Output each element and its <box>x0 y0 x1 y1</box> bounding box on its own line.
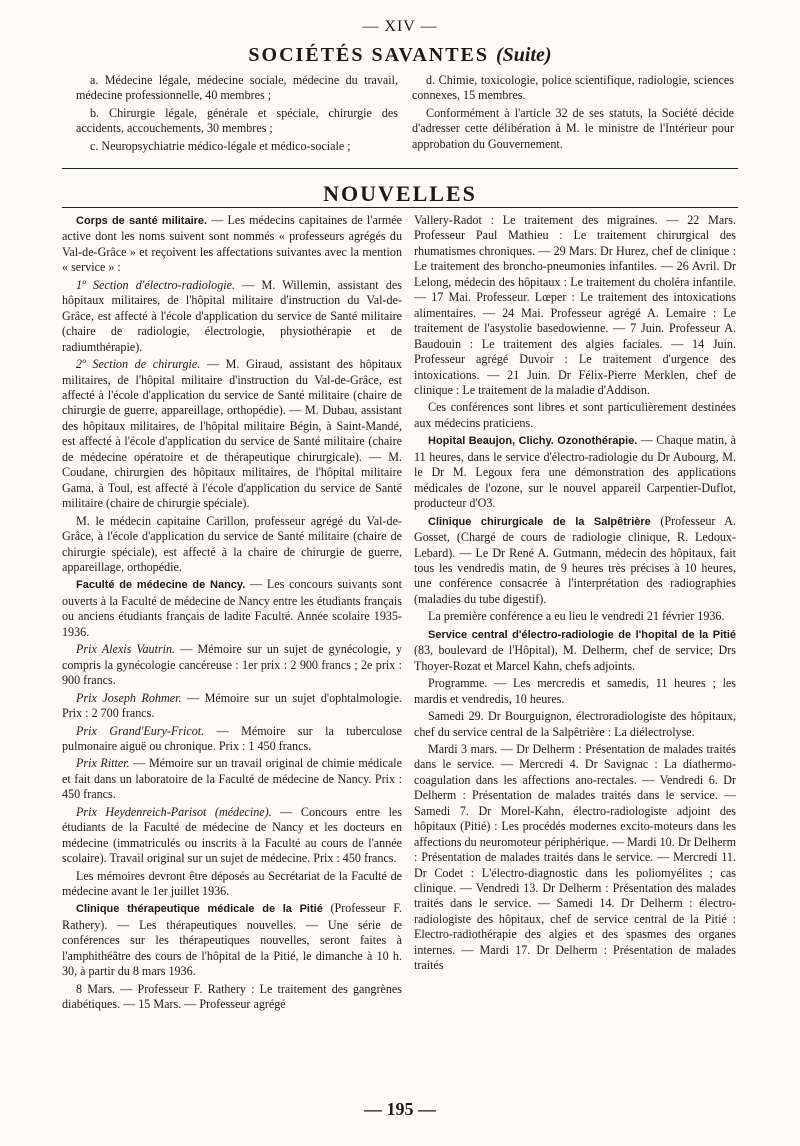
schedule-paragraph: Mardi 3 mars. — Dr Delherm : Présentation de malades traités dans le service. — Mercredi 4. Dr Savignac : La diathermo-coagulation dans les affections ano-rectales. — Vendredi 6. Dr Delherm : Présentation de malades traités dans le service. — Samedi 7. Dr Morel-Kahn, électro-radiologiste adjoint des hôpitaux (Pitié) : Les procédés modernes excito-moteurs dans les affections du neuromoteur périphérique. — Mardi 10. Dr Delherm : Présentation de malades traités dans le service. — Mercredi 11. Dr Codet : L'électro-diagnostic dans les poliomyélites ; cas clinique. — Vendredi 13. Dr Delherm : Présentation des malades traités dans le service. — Samedi 14. Dr Delherm : électro-radiologiste des hôpitaux, chef de service central de la Pitié : Electro-radiothérapie des algies et des spasmes des organes internes. — Mardi 17. Dr Delherm : Présentation de malades traités <box>414 741 736 973</box>
article-text: (Professeur A. Gosset, (Chargé de cours de radiologie clinique, R. Ledoux-Lebard). — Le Dr René A. Gutmann, médecin des hôpitaux, fait tous les vendredis matin, de 9 heures très précises à 10 heures, une conférence consacrée à l'interprétation des radiographies (maladies du tube digestif). <box>414 513 736 606</box>
paragraph-lead: 1º Section d'électro-radiologie. <box>76 277 235 292</box>
prize-item <box>62 642 402 688</box>
nouvelles-divider <box>62 207 738 208</box>
societes-right-column <box>412 73 734 154</box>
paragraph-lead: 2º Section de chirurgie. <box>76 357 201 372</box>
paragraph: Vallery-Radot : Le traitement des migraines. — 22 Mars. Professeur Paul Mathieu : Le traitement chirurgical des rhumatismes chroniques. — 29 Mars. Dr Hurez, chef de clinique : Le traitement des broncho-pneumonies infantiles. — 26 Avril. Dr Lelong, médecin des hôpitaux : Le traitement du choléra infantile. — 17 Mai. Professeur. Lœper : Le traitement des intoxications alimentaires. — 24 Mai. Professeur agrégé A. Lemaire : Le traitement de l'asystolie basedowienne. — 7 Juin. Professeur A. Baudouin : Le traitement des algies faciales. — 14 Juin. Professeur agrégé Duvoir : Le traitement d'urgence des intoxications. — 21 Juin. Dr Félix-Pierre Merklen, chef de clinique : Le traitement de la maladie d'Addison. <box>414 213 736 397</box>
prize-item <box>62 805 402 867</box>
prize-name: Prix Ritter. <box>76 756 130 771</box>
page-number: — 195 — <box>364 1099 436 1119</box>
prize-text: — Concours entre les étudiants de la Faculté de médecine de Nancy et les docteurs en médecine (immatriculés ou inscrits à la Faculté au cours de l'année scolaire). Travail original sur un sujet de médecine. Prix : 450 francs. <box>62 804 403 866</box>
paragraph: M. le médecin capitaine Carillon, professeur agrégé du Val-de-Grâce, à l'école d'application du service de Santé militaire (chaire de chirurgie spéciale), est affecté à la chaire de chirurgie de guerre, appareillage, orthopédie. <box>62 513 402 574</box>
societes-item-c: c. Neuropsychiatrie médico-légale et médico-sociale ; <box>90 138 351 153</box>
societes-item-a: a. Médecine légale, médecine sociale, médecine du travail, médecine professionnelle, 40 membres ; <box>76 73 398 103</box>
article-heading: Faculté de médecine de Nancy. <box>76 579 246 592</box>
paragraph: Les mémoires devront être déposés au Secrétariat de la Faculté de médecine avant le 1er juillet 1936. <box>62 868 402 899</box>
section-title-text: SOCIÉTÉS SAVANTES <box>248 44 490 66</box>
section-title-suffix: (Suite) <box>496 44 552 66</box>
prize-name: Prix Joseph Rohmer. <box>76 690 182 705</box>
article-text: — Les médecins capitaines de l'armée active dont les noms suivent sont nommés « professeurs agrégés du Val-de-Grâce » et reçoivent les affectations suivantes avec la mention « service » : <box>62 213 402 275</box>
schedule-paragraph: Samedi 29. Dr Bourguignon, électroradiologiste des hôpitaux, chef du service central de la Salpêtrière : La diélectrolyse. <box>414 709 736 739</box>
prize-text: — Mémoire sur un travail original de chimie médicale et fait dans un laboratoire de la Faculté de médecine de Nancy. Prix : 450 francs. <box>62 756 402 802</box>
prize-item <box>62 724 402 755</box>
article-beaujon <box>414 433 736 511</box>
prize-item <box>62 691 402 722</box>
nouvelles-right-column <box>414 213 736 976</box>
paragraph: 8 Mars. — Professeur F. Rathery : Le traitement des gangrènes diabétiques. — 15 Mars. — Professeur agrégé <box>62 981 402 1012</box>
nouvelles-title: NOUVELLES <box>323 181 477 206</box>
prize-name: Prix Heydenreich-Parisot (médecine). <box>76 804 272 819</box>
article-faculte-nancy <box>62 577 402 640</box>
prize-text: — Mémoire sur un sujet de gynécologie, y compris la gynécologie cancéreuse : 1er prix : 2 900 francs ; 2e prix : 900 francs. <box>62 642 402 688</box>
roman-page-number: — XIV — <box>362 18 438 35</box>
paragraph: Ces conférences sont libres et sont particulièrement destinées aux médecins praticiens. <box>414 400 736 430</box>
prize-name: Prix Grand'Eury-Fricot. <box>76 723 205 738</box>
section-divider <box>62 168 738 169</box>
article-clinique-pitie <box>62 901 402 979</box>
prize-text: — Mémoire sur un sujet d'ophtalmologie. Prix : 2 700 francs. <box>62 690 402 721</box>
article-heading: Clinique chirurgicale de la Salpêtrière <box>428 515 651 528</box>
paragraph-text: — M. Giraud, assistant des hôpitaux militaires, de l'hôpital militaire d'instruction du Val-de-Grâce, est affecté à l'école d'application du service de Santé militaire (chaire de chirurgie de guerre, appareillage, orthopédie). — M. Dubau, assistant des hôpitaux militaires, de l'hôpital militaire Bégin, à Saint-Mandé, est affecté à l'école d'application du service de Santé militaire (chaire de médecine opératoire et de thérapeutique chirurgicale). — M. Coudane, chirurgien des hôpitaux militaires, de l'hôpital militaire Gama, à Toul, est affecté à l'école d'application du service de Santé militaire (chaire de chirurgie spéciale). <box>62 357 402 511</box>
article-text: (83, boulevard de l'Hôpital), M. Delherm, chef de service; Drs Thoyer-Rozat et Marcel Kahn, chefs adjoints. <box>414 643 736 673</box>
article-text: (Professeur F. Rathery). — Les thérapeutiques nouvelles. — Une série de conférences sur les thérapeutiques nouvelles, seront faites à l'amphithéâtre des cours de l'hôpital de la Pitié, le dimanche à 10 h. 30, à partir du 8 mars 1936. <box>62 901 402 979</box>
paragraph <box>62 357 402 512</box>
article-service-central <box>414 627 736 674</box>
societes-item-b: b. Chirurgie légale, générale et spéciale, chirurgie des accidents, accouchements, 30 membres ; <box>76 105 398 136</box>
article-heading: Corps de santé militaire. <box>76 215 208 227</box>
article-corps-sante <box>62 213 402 276</box>
article-heading: Hopital Beaujon, Clichy. Ozonothérapie. <box>428 435 638 448</box>
article-text: — Les concours suivants sont ouverts à la Faculté de médecine de Nancy entre les étudiants français ou anciens étudiants français de ladite Faculté. Année scolaire 1935-1936. <box>62 577 402 639</box>
section-title <box>0 44 800 67</box>
paragraph-text: — M. Willemin, assistant des hôpitaux militaires, de l'hôpital militaire d'instruction du Val-de-Grâce, est affecté à l'école d'application du service de Santé militaire (chaire de radiologie, électrologie, physiothérapie et de radiumthérapie). <box>62 277 402 354</box>
societes-conclusion: Conformément à l'article 32 de ses statuts, la Société décide d'adresser cette délibération à M. le ministre de l'Intérieur pour approbation du Gouvernement. <box>412 105 734 151</box>
paragraph <box>62 278 402 355</box>
programme-paragraph: Programme. — Les mercredis et samedis, 11 heures ; les mardis et vendredis, 10 heures. <box>414 676 736 706</box>
prize-item <box>62 756 402 802</box>
article-heading: Service central d'électro-radiologie de l'hopital de la Pitié <box>428 628 736 641</box>
paragraph: La première conférence a eu lieu le vendredi 21 février 1936. <box>428 609 725 624</box>
nouvelles-left-column <box>62 213 402 1015</box>
article-salpetriere <box>414 514 736 608</box>
prize-name: Prix Alexis Vautrin. <box>76 642 176 657</box>
article-text: — Chaque matin, à 11 heures, dans le service d'électro-radiologie du Dr Aubourg, M. le Dr M. Legoux fera une démonstration des applications médicales de l'ozone, sur le nouvel appareil Carpentier-Duflot, producteur d'O3. <box>414 433 736 511</box>
societes-item-d: d. Chimie, toxicologie, police scientifique, radiologie, sciences connexes, 15 membres. <box>412 73 734 103</box>
prize-text: — Mémoire sur la tuberculose pulmonaire aiguë ou chronique. Prix : 1 450 francs. <box>62 723 402 753</box>
societes-left-column <box>76 73 398 156</box>
article-heading: Clinique thérapeutique médicale de la Pitié <box>76 903 323 916</box>
